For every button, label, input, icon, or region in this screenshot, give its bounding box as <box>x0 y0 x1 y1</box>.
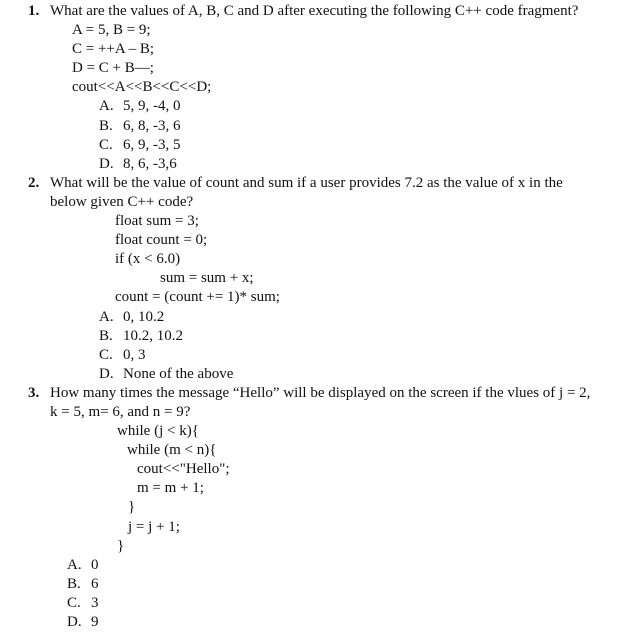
question-2-option-d <box>0 365 620 384</box>
question-1-option-a <box>0 97 620 116</box>
option-letter: C. <box>99 346 113 363</box>
option-text: 6, 9, -3, 5 <box>123 136 181 153</box>
option-text: 6 <box>91 575 99 592</box>
question-1-code-line: D = C + B—; <box>72 60 154 77</box>
question-3-text-continued: k = 5, m= 6, and n = 9? <box>50 403 191 420</box>
option-text: 0, 3 <box>123 346 146 363</box>
option-letter: D. <box>99 155 114 172</box>
question-2-header <box>0 174 620 193</box>
option-letter: B. <box>67 575 81 592</box>
question-2-text: What will be the value of count and sum if a user provides 7.2 as the value of x in the <box>50 174 563 191</box>
question-3-code-line: } <box>128 499 136 516</box>
question-3-code-line: cout<<"Hello"; <box>137 461 230 478</box>
question-1-number: 1. <box>28 3 40 19</box>
question-1-option-d <box>0 155 620 174</box>
option-letter: C. <box>99 136 113 153</box>
question-2-number: 2. <box>28 174 40 191</box>
option-text: 8, 6, -3,6 <box>123 155 177 172</box>
option-letter: D. <box>67 614 82 630</box>
question-1-code-line: C = ++A – B; <box>72 41 155 58</box>
question-3-option-a <box>0 556 620 575</box>
option-letter: A. <box>99 308 114 325</box>
option-text: 0 <box>91 556 99 573</box>
option-text: None of the above <box>123 365 234 382</box>
question-1-option-c <box>0 136 620 155</box>
question-2-text-continued: below given C++ code? <box>50 193 194 210</box>
option-text: 0, 10.2 <box>123 308 165 325</box>
question-3-code-line: m = m + 1; <box>137 480 204 497</box>
option-letter: A. <box>67 556 82 573</box>
question-3-code-line: j = j + 1; <box>128 518 180 535</box>
option-text: 10.2, 10.2 <box>123 327 183 344</box>
question-1-code-line: A = 5, B = 9; <box>72 22 151 39</box>
question-1-header <box>0 2 620 21</box>
question-1-option-b <box>0 117 620 136</box>
question-2-code-line: float count = 0; <box>115 232 208 249</box>
question-2-option-c <box>0 346 620 365</box>
option-text: 9 <box>91 614 99 630</box>
question-2-code-line: float sum = 3; <box>115 213 199 230</box>
question-3-option-b <box>0 575 620 594</box>
question-3-code-line: while (m < n){ <box>127 442 217 459</box>
option-letter: B. <box>99 327 113 344</box>
question-2-code-line: count = (count += 1)* sum; <box>115 289 280 306</box>
question-3-code-line: } <box>117 537 125 554</box>
question-3-header <box>0 384 620 403</box>
question-2-option-b <box>0 327 620 346</box>
question-2-option-a <box>0 308 620 327</box>
option-text: 3 <box>91 594 99 611</box>
option-letter: D. <box>99 365 114 382</box>
question-3-code-line: while (j < k){ <box>117 423 199 440</box>
question-2-code-line: if (x < 6.0) <box>115 251 181 268</box>
question-3-option-c <box>0 594 620 613</box>
option-text: 6, 8, -3, 6 <box>123 117 181 134</box>
question-3-number: 3. <box>28 384 40 401</box>
option-letter: C. <box>67 594 81 611</box>
option-text: 5, 9, -4, 0 <box>123 98 181 115</box>
option-letter: A. <box>99 98 114 115</box>
question-3-text: How many times the message “Hello” will be displayed on the screen if the vlues of j = 2, <box>50 384 591 401</box>
option-letter: B. <box>99 117 113 134</box>
question-1-text: What are the values of A, B, C and D after executing the following C++ code fragment? <box>50 3 579 19</box>
question-2-code-line: sum = sum + x; <box>160 270 254 287</box>
question-3-option-d <box>0 613 620 632</box>
question-1-code-line: cout<<A<<B<<C<<D; <box>72 79 212 96</box>
